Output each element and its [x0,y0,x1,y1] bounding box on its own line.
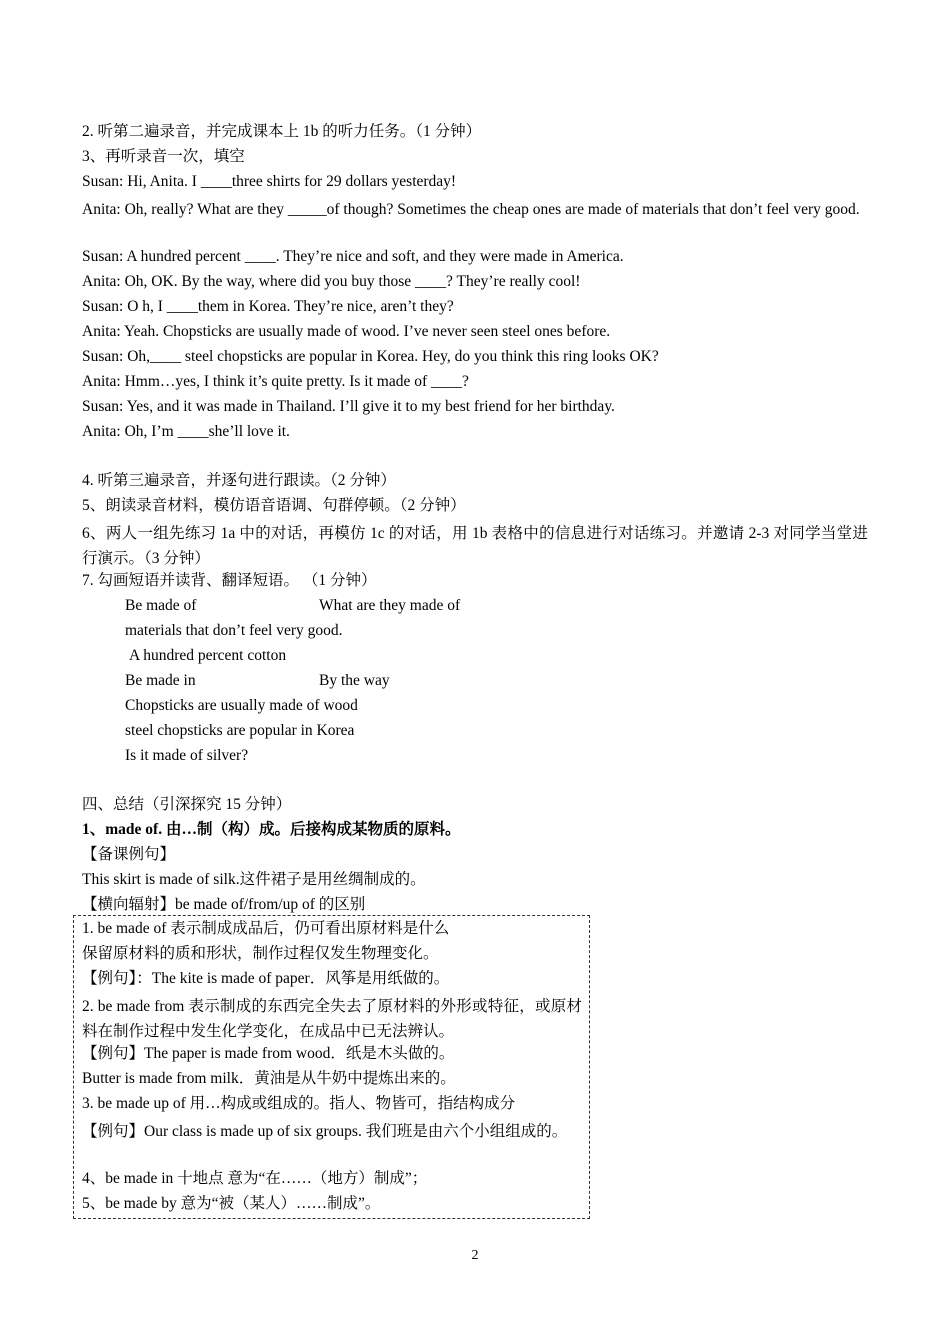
example-sentence: This skirt is made of silk.这件裙子是用丝绸制成的。 [82,871,426,888]
dialogue-line: Susan: Hi, Anita. I ____three shirts for 29 dollars yesterday! [82,173,457,190]
dialogue-line: Susan: A hundred percent ____. They’re nice and soft, and they were made in America. [82,248,624,265]
step-3: 3、再听录音一次，填空 [82,148,245,165]
summary-heading: 四、总结（引深探究 15 分钟） [82,796,292,813]
box-line: 3. be made up of 用…构成或组成的。指人、物皆可，指结构成分 [82,1095,516,1112]
phrase: Be made of [125,597,197,614]
dialogue-line: Susan: Oh,____ steel chopsticks are popular in Korea. Hey, do you think this ring looks OK? [82,348,659,365]
dialogue-line: Anita: Oh, OK. By the way, where did you buy those ____? They’re really cool! [82,273,581,290]
phrase: Be made in [125,672,196,689]
dialogue-line: Anita: Yeah. Chopsticks are usually made of wood. I’ve never seen steel ones before. [82,323,611,340]
comparison-heading: 【横向辐射】be made of/from/up of 的区别 [82,896,366,913]
dialogue-line: Anita: Oh, I’m ____she’ll love it. [82,423,290,440]
example-label: 【备课例句】 [82,846,176,863]
phrase: Chopsticks are usually made of wood [125,697,358,714]
summary-point-1: 1、made of. 由…制（构）成。后接构成某物质的原料。 [82,821,461,838]
phrase: By the way [319,672,390,689]
box-line: Butter is made from milk．黄油是从牛奶中提炼出来的。 [82,1070,456,1087]
dialogue-line: Susan: Yes, and it was made in Thailand. I’ll give it to my best friend for her birthday. [82,398,615,415]
step-6: 6、两人一组先练习 1a 中的对话，再模仿 1c 的对话，用 1b 表格中的信息进行对话练习。并邀请 2-3 对同学当堂进行演示。（3 分钟） [82,525,868,567]
dialogue-line: Anita: Hmm…yes, I think it’s quite pretty. Is it made of ____? [82,373,469,390]
box-line: 5、be made by 意为“被（某人）……制成”。 [82,1195,381,1212]
box-line: 1. be made of 表示制成成品后，仍可看出原材料是什么 [82,920,450,937]
box-line: 2. be made from 表示制成的东西完全失去了原材料的外形或特征，或原材料在制作过程中发生化学变化，在成品中已无法辨认。 [82,998,582,1040]
box-line: 【例句】Our class is made up of six groups. 我们班是由六个小组组成的。 [82,1123,568,1140]
box-line: 4、be made in 十地点 意为“在……（地方）制成”； [82,1170,428,1187]
phrase: What are they made of [319,597,461,614]
dialogue-line: Susan: O h, I ____them in Korea. They’re nice, aren’t they? [82,298,454,315]
dialogue-line: Anita: Oh, really? What are they _____of though? Sometimes the cheap ones are made of materials that don’t feel very good. [82,201,860,218]
page-number: 2 [471,1248,479,1263]
box-line: 保留原材料的质和形状，制作过程仅发生物理变化。 [82,945,439,962]
phrase: A hundred percent cotton [129,647,287,664]
step-7: 7. 勾画短语并读背、翻译短语。 （1 分钟） [82,572,377,589]
box-line: 【例句】The paper is made from wood．纸是木头做的。 [82,1045,455,1062]
step-4: 4. 听第三遍录音，并逐句进行跟读。（2 分钟） [82,472,396,489]
step-2: 2. 听第二遍录音，并完成课本上 1b 的听力任务。（1 分钟） [82,123,482,140]
step-5: 5、朗读录音材料，模仿语音语调、句群停顿。（2 分钟） [82,497,466,514]
phrase: materials that don’t feel very good. [125,622,343,639]
box-line: 【例句】：The kite is made of paper．风筝是用纸做的。 [82,970,450,987]
phrase: Is it made of silver? [125,747,249,764]
phrase: steel chopsticks are popular in Korea [125,722,355,739]
